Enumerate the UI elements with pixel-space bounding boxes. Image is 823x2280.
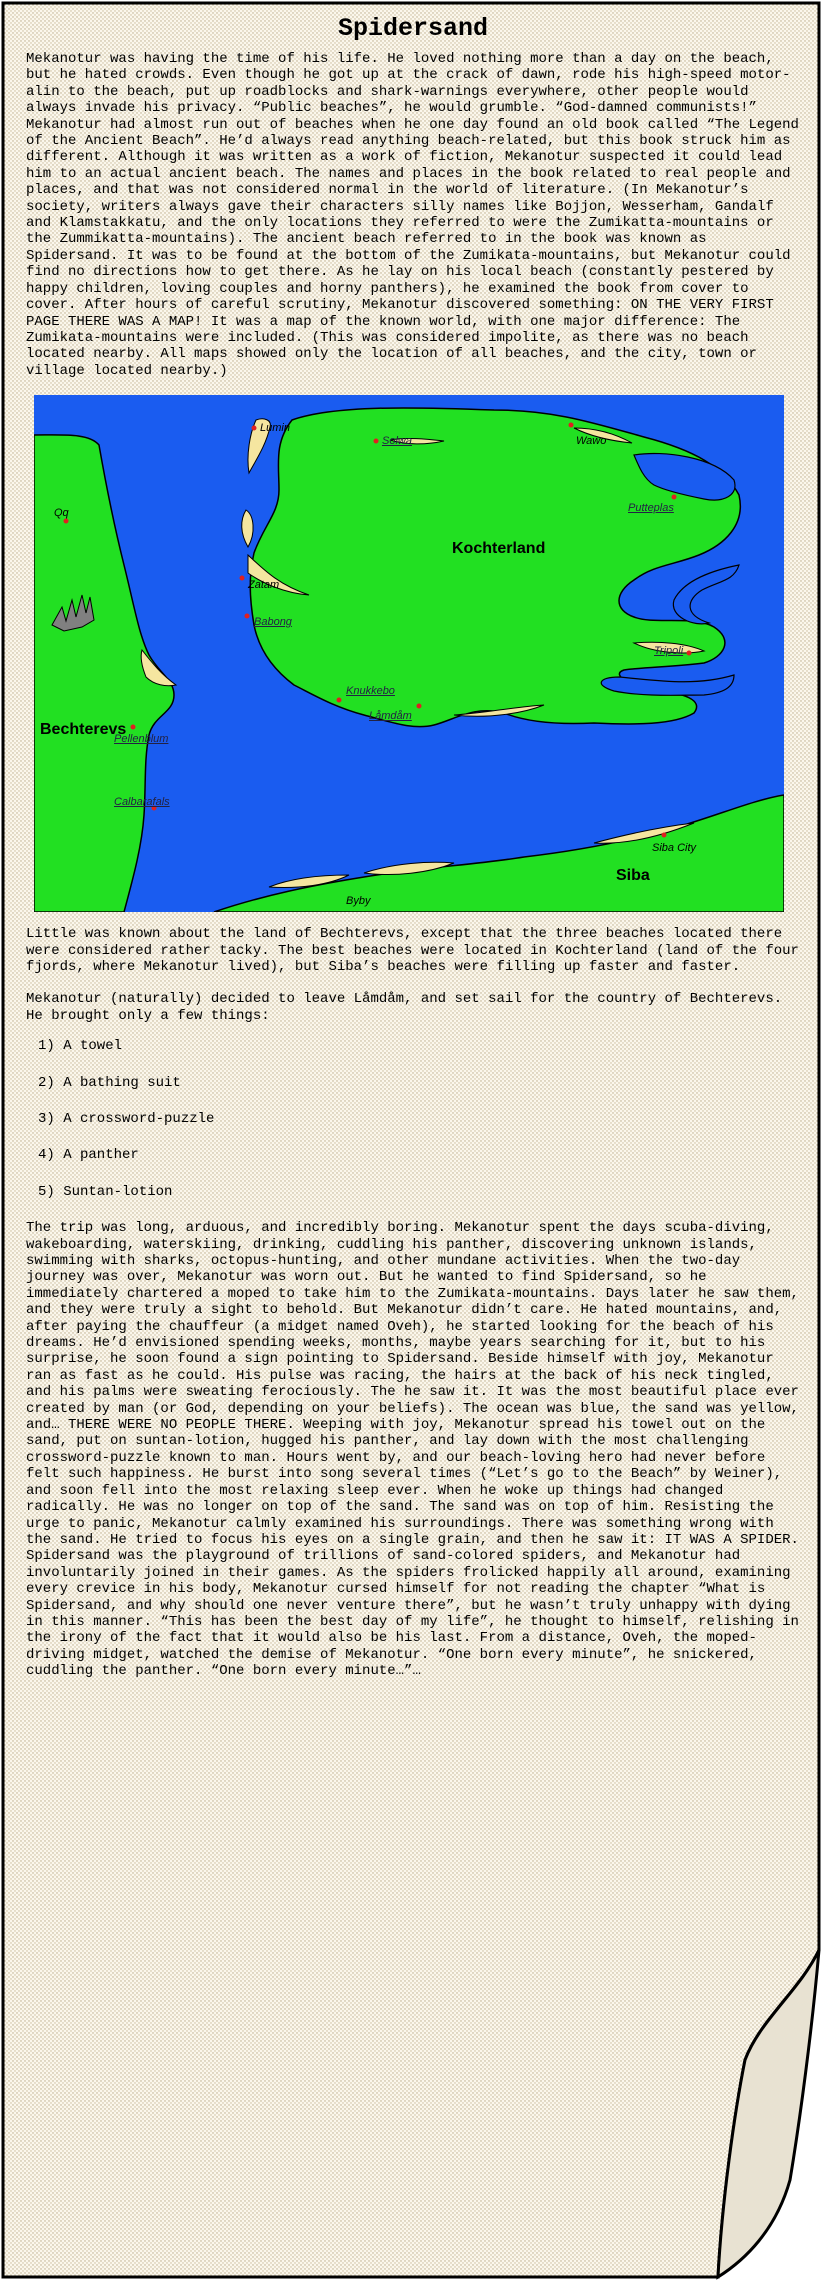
list-item: 5) Suntan-lotion <box>38 1183 173 1200</box>
town-marker-lumin <box>252 426 257 431</box>
label-qq: Qq <box>54 507 69 520</box>
paragraph-bechterevs: Little was known about the land of Bechterevs, except that the three beaches located there were considered rather tacky. The best beaches were located in Kochterland (land of the four fjords, where Mekanotur lived), but Siba’s beaches were filling up faster and faster. <box>26 926 808 975</box>
label-byby: Byby <box>346 895 371 908</box>
world-map <box>34 395 784 912</box>
label-knukkebo: Knukkebo <box>346 685 395 698</box>
town-marker-pellenblum <box>131 725 136 730</box>
label-siba-city: Siba City <box>652 842 697 855</box>
town-marker-tripoli <box>687 651 692 656</box>
region-label-siba: Siba <box>616 867 650 885</box>
town-marker-wawo <box>569 423 574 428</box>
town-marker-putteplas <box>672 495 677 500</box>
label-solwa: Solwa <box>382 435 412 448</box>
label-wawo: Wawo <box>576 435 607 448</box>
paragraph-journey: The trip was long, arduous, and incredibly boring. Mekanotur spent the days scuba-diving, wakeboarding, waterskiing, drinking, cuddling his panther, discovering unknown islands, swimming with sharks, octopus-hunting, and other mundane activities. When the two-day journey was over, Mekanotur was worn out. But he wanted to find Spidersand, so he immediately chartered a moped to take him to the Zumikata-mountains. Days later he saw them, and they were truly a sight to behold. But Mekanotur didn’t care. He hated mountains, and, after paying the chauffeur (a midget named Oveh), he started looking for the beach of his dreams. He’d envisioned spending weeks, months, maybe years searching for it, but to his surprise, he soon found a sign pointing to Spidersand. Beside himself with joy, Mekanotur ran as fast as he could. His pulse was racing, the hairs at the back of his neck tingled, and his palms were sweating ferociously. The he saw it. It was the most beautiful place ever created by man (or God, depending on your beliefs). The ocean was blue, the sand was yellow, and… THERE WERE NO PEOPLE THERE. Weeping with joy, Mekanotur spread his towel out on the sand, put on suntan-lotion, hugged his panther, and lay down with the most challenging crossword-puzzle known to man. Hours went by, and our beach-loving hero had never before felt such happiness. He burst into song several times (“Let’s go to the Beach” by Weiner), and soon fell into the most relaxing sleep ever. When he woke up things had changed radically. He was no longer on top of the sand. The sand was on top of him. Resisting the urge to panic, Mekanotur calmly examined his surroundings. There was something wrong with the sand. He tried to focus his eyes on a single grain, and then he saw it: IT WAS A SPIDER. Spidersand was the playground of trillions of sand-colored spiders, and Mekanotur had involuntarily joined in their games. As the spiders frolicked happily all around, examining every crevice in his body, Mekanotur cursed himself for not reading the chapter “What is Spidersand, and why should one never venture there”, but he wasn’t truly unhappy with dying in this manner. “This has been the best day of my life”, he thought to himself, relishing in the irony of the fact that it would also be his last. From a distance, Oveh, the moped-driving midget, watched the demise of Mekanotur. “One born every minute”, he snickered, cuddling the panther. “One born every minute…”… <box>26 1220 808 1680</box>
town-marker-zatam <box>240 576 245 581</box>
story-page <box>14 12 812 1680</box>
list-item: 3) A crossword-puzzle <box>38 1110 215 1127</box>
town-marker-siba-city <box>662 833 667 838</box>
label-babong: Babong <box>254 616 292 629</box>
label-pellenblum: Pellenblum <box>114 733 169 746</box>
label-lamdam: Låmdåm <box>369 710 412 723</box>
label-zatam: Zatam <box>248 579 280 592</box>
label-tripoli: Tripoli <box>654 645 684 658</box>
town-marker-qq <box>64 519 69 524</box>
town-marker-solwa <box>374 439 379 444</box>
list-item: 2) A bathing suit <box>38 1074 181 1091</box>
region-label-kochterland: Kochterland <box>452 540 546 558</box>
label-putteplas: Putteplas <box>628 502 674 515</box>
page-title: Spidersand <box>337 14 489 43</box>
list-item: 4) A panther <box>38 1147 139 1164</box>
paragraph-leave: Mekanotur (naturally) decided to leave Låmdåm, and set sail for the country of Bechterevs. He brought only a few things: <box>26 991 791 1024</box>
label-calbarafals: Calbarafals <box>114 796 170 809</box>
town-marker-knukkebo <box>337 698 342 703</box>
town-marker-lamdam <box>417 704 422 709</box>
paragraph-intro: Mekanotur was having the time of his life. He loved nothing more than a day on the beach, but he hated crowds. Even though he got up at the crack of dawn, rode his high-speed motor-alin to the beach, put up roadblocks and shark-warnings everywhere, other people would always invade his privacy. “Public beaches”, he would grumble. “God-damned communists!” Mekanotur had almost run out of beaches when he one day found an old book called “The Legend of the Ancient Beach”. He’d always read anything beach-related, but this book struck him as different. Although it was written as a work of fiction, Mekanotur suspected it could lead him to an actual ancient beach. The names and places in the book related to real people and places, and that was not considered normal in the world of literature. (In Mekanotur’s society, writers always gave their characters silly names like Bojjon, Wesserham, Gandalf and Klamstakkatu, and the only locations they referred to were the Zumikatta-mountains or the Zummikatta-mountains). The ancient beach referred to in the book was known as Spidersand. It was to be found at the bottom of the Zumikata-mountains, but Mekanotur could find no directions how to get there. As he lay on his local beach (constantly pestered by happy children, loving couples and horny panthers), he examined the book from cover to cover. After hours of careful scrutiny, Mekanotur discovered something: ON THE VERY FIRST PAGE THERE WAS A MAP! It was a map of the known world, with one major difference: The Zumikata-mountains were included. (This was considered impolite, as there was no beach located nearby. All maps showed only the location of all beaches, and the city, town or village located nearby.) <box>26 51 808 379</box>
town-marker-babong <box>245 614 250 619</box>
region-label-bechterevs: Bechterevs <box>40 721 127 739</box>
list-item: 1) A towel <box>38 1038 123 1055</box>
label-lumin: Lumin <box>260 422 290 435</box>
packing-list <box>14 1038 812 1200</box>
